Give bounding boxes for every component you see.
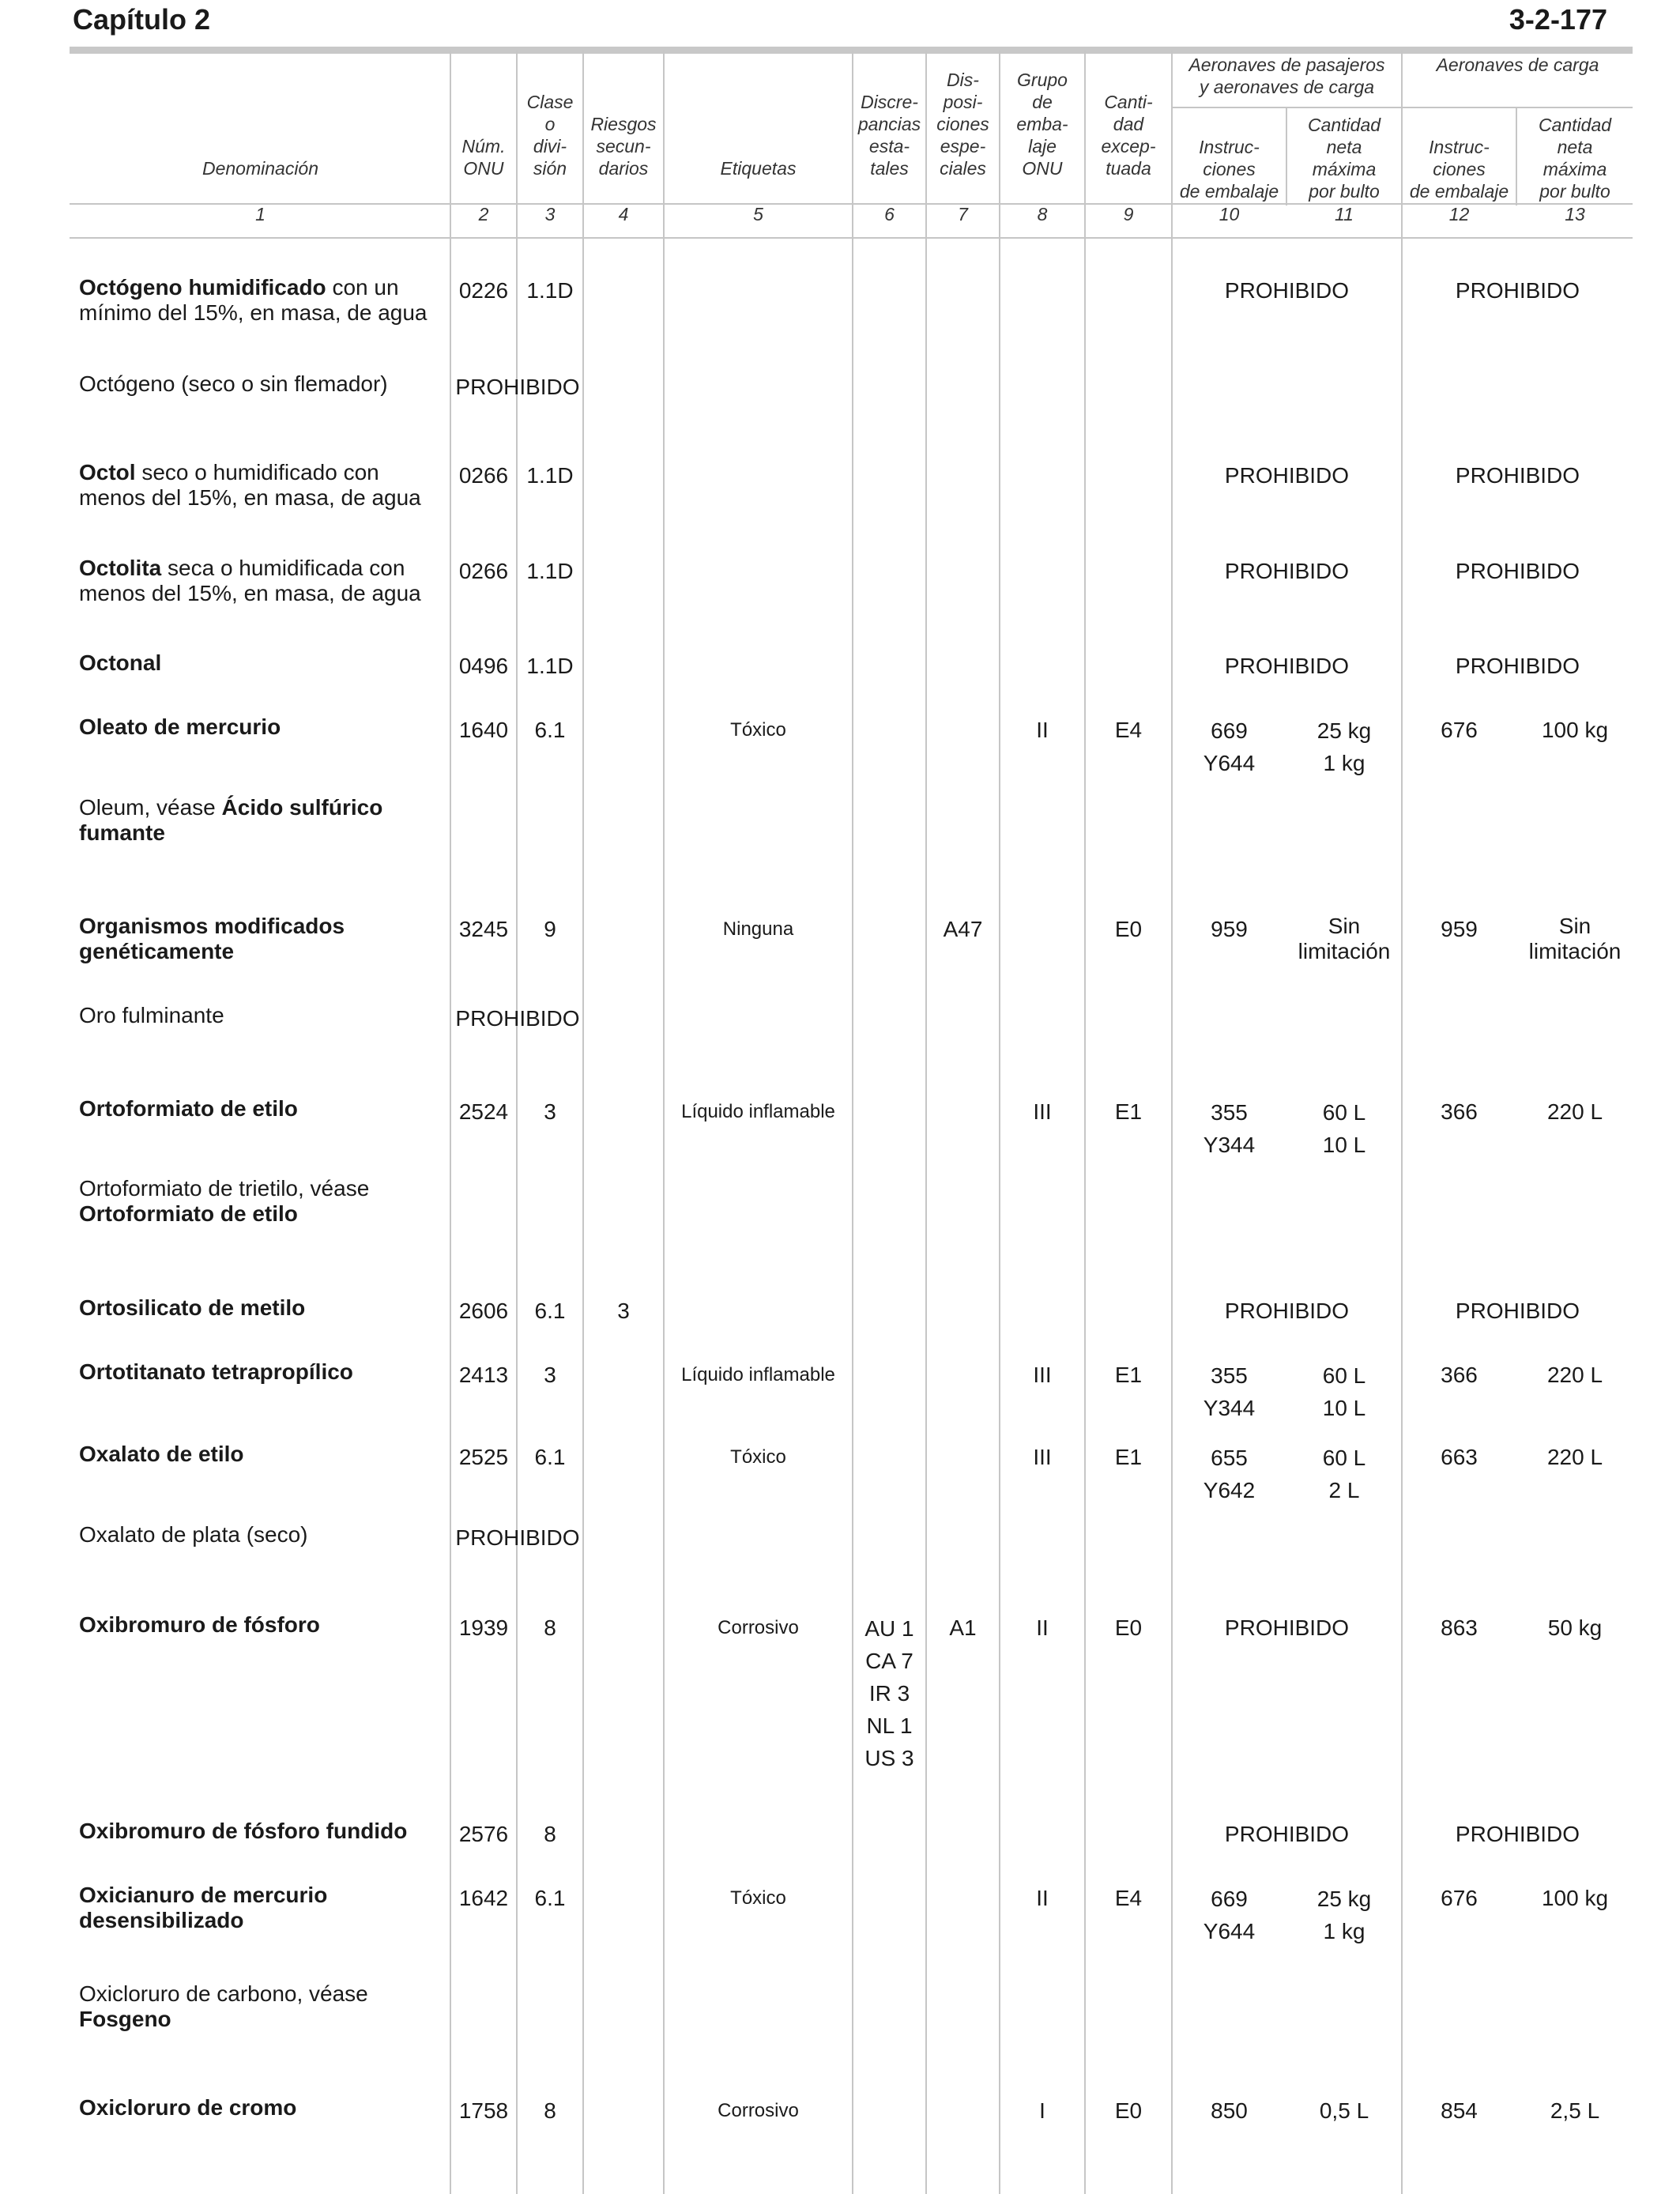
un-number: 1642 (458, 1886, 509, 1910)
hazard-class: 8 (544, 1822, 556, 1846)
cargo-max-quantity: 2,5 L (1550, 2098, 1600, 2123)
cargo-max-quantity: 220 L (1546, 1099, 1603, 1124)
hazard-label: Líquido inflamable (681, 1101, 835, 1122)
row-name (79, 275, 450, 326)
passenger-packing-instruction: 669 Y644 (1203, 718, 1256, 775)
row-name (79, 1442, 450, 1467)
cargo-prohibited: PROHIBIDO (1455, 559, 1580, 583)
col-header-cargo-group: Aeronaves de carga (1436, 55, 1599, 75)
row-name-bold: Ortosilicato de metilo (79, 1295, 306, 1320)
hazard-label: Tóxico (730, 1446, 786, 1468)
passenger-prohibited: PROHIBIDO (1224, 1299, 1350, 1323)
state-variations: AU 1 CA 7 IR 3 NL 1 US 3 (864, 1616, 914, 1770)
column-rule (852, 51, 853, 2194)
hazard-class: 6.1 (534, 1886, 566, 1910)
un-number: 3245 (458, 917, 509, 941)
excepted-quantity: E0 (1114, 2098, 1143, 2123)
row-name-bold: Oxibromuro de fósforo fundido (79, 1819, 408, 1843)
row-name (79, 795, 450, 846)
passenger-prohibited: PROHIBIDO (1224, 654, 1350, 678)
passenger-packing-instruction: 669 Y644 (1203, 1887, 1256, 1943)
excepted-quantity: E1 (1114, 1363, 1143, 1387)
column-number: 1 (255, 204, 266, 224)
cargo-prohibited: PROHIBIDO (1455, 654, 1580, 678)
row-name-bold: Octógeno humidificado (79, 275, 326, 300)
numbers-rule (70, 237, 1633, 239)
column-number: 4 (618, 204, 629, 224)
cargo-max-quantity: 100 kg (1541, 1886, 1609, 1910)
column-number: 12 (1448, 204, 1470, 224)
column-number: 3 (544, 204, 556, 224)
row-name (79, 1819, 450, 1844)
col-header-variations: Discre- pancias esta- tales (857, 92, 921, 179)
passenger-max-quantity: 60 L 10 L (1322, 1363, 1366, 1420)
col-header-eq: Canti- dad excep- tuada (1101, 92, 1156, 179)
cargo-prohibited: PROHIBIDO (1455, 1299, 1580, 1323)
un-number: 1939 (458, 1615, 509, 1640)
passenger-max-quantity: 25 kg 1 kg (1317, 718, 1372, 775)
passenger-prohibited: PROHIBIDO (1224, 278, 1350, 303)
cargo-packing-instruction: 366 (1441, 1363, 1478, 1387)
passenger-packing-instruction: 355 Y344 (1203, 1363, 1256, 1420)
excepted-quantity: E0 (1114, 1615, 1143, 1640)
row-prohibited: PROHIBIDO (455, 1525, 580, 1550)
row-name (79, 1522, 450, 1547)
row-name-rest: con un mínimo del 15%, en masa, de agua (79, 275, 428, 325)
col-header-pax-instr: Instruc- ciones de embalaje (1179, 137, 1279, 202)
row-name (79, 460, 450, 511)
column-number: 7 (958, 204, 968, 224)
hazard-label: Corrosivo (718, 1617, 799, 1638)
row-name-plain: Ortoformiato de trietilo, véase (79, 1176, 370, 1201)
hazard-class: 6.1 (534, 1299, 566, 1323)
col-header-subrisk: Riesgos secun- darios (590, 114, 657, 179)
row-name-plain: Oxalato de plata (seco) (79, 1522, 308, 1547)
excepted-quantity: E0 (1114, 917, 1143, 941)
row-name-bold: Octonal (79, 650, 162, 675)
hazard-class: 3 (544, 1099, 556, 1124)
row-name (79, 914, 450, 964)
hazard-label: Corrosivo (718, 2100, 799, 2121)
hazard-class: 1.1D (526, 278, 574, 303)
cargo-prohibited: PROHIBIDO (1455, 463, 1580, 488)
hazard-class: 8 (544, 2098, 556, 2123)
row-name (79, 1359, 450, 1385)
col-header-pax-qty: Cantidad neta máxima por bulto (1307, 115, 1381, 202)
hazard-class: 8 (544, 1615, 556, 1640)
column-number: 13 (1565, 204, 1585, 224)
special-provisions: A47 (943, 917, 983, 941)
row-name-reference: Ortoformiato de etilo (79, 1201, 298, 1226)
passenger-prohibited: PROHIBIDO (1224, 1615, 1350, 1640)
cargo-packing-instruction: 366 (1441, 1099, 1478, 1124)
group-rule (1171, 107, 1633, 108)
row-name-bold: Oleato de mercurio (79, 714, 281, 739)
row-name-bold: Octolita (79, 556, 162, 580)
row-name-bold: Organismos modificados genéticamente (79, 914, 345, 963)
row-name (79, 1981, 450, 2032)
cargo-max-quantity: 220 L (1546, 1445, 1603, 1469)
chapter-title: Capítulo 2 (73, 3, 211, 36)
passenger-max-quantity: 60 L 10 L (1322, 1100, 1366, 1157)
cargo-packing-instruction: 663 (1441, 1445, 1478, 1469)
col-header-cao-qty: Cantidad neta máxima por bulto (1538, 115, 1612, 202)
row-name-bold: Oxalato de etilo (79, 1442, 244, 1466)
col-header-provisions: Dis- posi- ciones espe- ciales (936, 70, 989, 179)
un-number: 0496 (458, 654, 509, 678)
column-number: 9 (1123, 204, 1134, 224)
column-number: 11 (1335, 204, 1354, 224)
passenger-prohibited: PROHIBIDO (1224, 1822, 1350, 1846)
hazard-label: Tóxico (730, 719, 786, 741)
row-name-reference: Ácido sulfúrico fumante (79, 795, 383, 845)
passenger-max-quantity: 60 L 2 L (1322, 1446, 1366, 1502)
un-number: 2524 (458, 1099, 509, 1124)
row-name-bold: Ortotitanato tetrapropílico (79, 1359, 353, 1384)
row-name (79, 1176, 450, 1227)
page-number: 3-2-177 (1509, 3, 1607, 36)
row-name-rest: seca o humidificada con menos del 15%, en masa, de agua (79, 556, 421, 605)
hazard-class: 1.1D (526, 654, 574, 678)
row-name-reference: Fosgeno (79, 2007, 171, 2031)
cargo-packing-instruction: 854 (1441, 2098, 1478, 2123)
column-number: 6 (884, 204, 895, 224)
passenger-packing-instruction: 850 (1211, 2098, 1248, 2123)
cargo-max-quantity: 220 L (1546, 1363, 1603, 1387)
passenger-max-quantity: 25 kg 1 kg (1317, 1887, 1372, 1943)
col-header-pg: Grupo de emba- laje ONU (1016, 70, 1068, 179)
hazard-class: 6.1 (534, 1445, 566, 1469)
passenger-max-quantity: 0,5 L (1319, 2098, 1369, 2123)
hazard-class: 3 (544, 1363, 556, 1387)
col-header-class: Clase o divi- sión (526, 92, 574, 179)
un-number: 1640 (458, 718, 509, 742)
row-name (79, 714, 450, 740)
column-rule (925, 51, 927, 2194)
row-name (79, 2095, 450, 2120)
un-number: 1758 (458, 2098, 509, 2123)
hazard-class: 9 (544, 917, 556, 941)
subsidiary-risk: 3 (617, 1299, 630, 1323)
col-header-un: Núm. ONU (461, 136, 506, 179)
hazard-label: Tóxico (730, 1887, 786, 1909)
col-header-passenger-group: Aeronaves de pasajeros y aeronaves de carga (1188, 55, 1385, 97)
row-name (79, 1295, 450, 1321)
hazard-label: Líquido inflamable (681, 1364, 835, 1385)
passenger-packing-instruction: 655 Y642 (1203, 1446, 1256, 1502)
passenger-packing-instruction: 355 Y344 (1203, 1100, 1256, 1157)
excepted-quantity: E4 (1114, 718, 1143, 742)
row-name-bold: Oxicianuro de mercurio desensibilizado (79, 1883, 328, 1932)
un-number: 2606 (458, 1299, 509, 1323)
un-number: 2525 (458, 1445, 509, 1469)
row-name-plain: Oro fulminante (79, 1003, 224, 1027)
col-header-labels: Etiquetas (720, 158, 797, 179)
row-name (79, 1883, 450, 1933)
hazard-class: 6.1 (534, 718, 566, 742)
un-number: 0226 (458, 278, 509, 303)
packing-group: I (1039, 2098, 1045, 2123)
cargo-max-quantity: 50 kg (1547, 1615, 1603, 1640)
cargo-max-quantity: Sin limitación (1528, 914, 1622, 963)
cargo-prohibited: PROHIBIDO (1455, 278, 1580, 303)
column-number: 10 (1219, 204, 1240, 224)
hazard-label: Ninguna (722, 918, 794, 940)
row-name-plain: Oxicloruro de carbono, véase (79, 1981, 368, 2006)
passenger-prohibited: PROHIBIDO (1224, 559, 1350, 583)
column-number: 8 (1037, 204, 1048, 224)
packing-group: II (1036, 1886, 1049, 1910)
hazard-class: 1.1D (526, 463, 574, 488)
cargo-packing-instruction: 959 (1441, 917, 1478, 941)
col-header-cao-instr: Instruc- ciones de embalaje (1409, 137, 1509, 202)
packing-group: III (1033, 1445, 1052, 1469)
cargo-prohibited: PROHIBIDO (1455, 1822, 1580, 1846)
row-name-bold: Oxibromuro de fósforo (79, 1612, 320, 1637)
un-number: 2413 (458, 1363, 509, 1387)
column-number: 5 (753, 204, 763, 224)
cargo-max-quantity: 100 kg (1541, 718, 1609, 742)
packing-group: III (1033, 1099, 1052, 1124)
row-name-plain: Oleum, véase (79, 795, 222, 820)
passenger-prohibited: PROHIBIDO (1224, 463, 1350, 488)
passenger-max-quantity: Sin limitación (1298, 914, 1391, 963)
cargo-packing-instruction: 676 (1441, 1886, 1478, 1910)
column-rule (582, 51, 584, 2194)
packing-group: II (1036, 718, 1049, 742)
packing-group: II (1036, 1615, 1049, 1640)
row-name-rest: seco o humidificado con menos del 15%, en masa, de agua (79, 460, 421, 510)
row-name (79, 556, 450, 606)
row-name (79, 1003, 450, 1028)
excepted-quantity: E1 (1114, 1445, 1143, 1469)
row-name-bold: Ortoformiato de etilo (79, 1096, 298, 1121)
row-name (79, 371, 450, 397)
cargo-packing-instruction: 863 (1441, 1615, 1478, 1640)
row-name (79, 1612, 450, 1638)
un-number: 2576 (458, 1822, 509, 1846)
row-name (79, 650, 450, 676)
cargo-packing-instruction: 676 (1441, 718, 1478, 742)
passenger-packing-instruction: 959 (1211, 917, 1248, 941)
packing-group: III (1033, 1363, 1052, 1387)
special-provisions: A1 (949, 1615, 977, 1640)
excepted-quantity: E1 (1114, 1099, 1143, 1124)
row-prohibited: PROHIBIDO (455, 1006, 580, 1031)
row-prohibited: PROHIBIDO (455, 375, 580, 399)
hazard-class: 1.1D (526, 559, 574, 583)
row-name-plain: Octógeno (seco o sin flemador) (79, 371, 388, 396)
row-name-bold: Octol (79, 460, 136, 484)
row-name (79, 1096, 450, 1122)
un-number: 0266 (458, 463, 509, 488)
row-name-bold: Oxicloruro de cromo (79, 2095, 297, 2120)
un-number: 0266 (458, 559, 509, 583)
col-header-name: Denominación (202, 158, 319, 179)
excepted-quantity: E4 (1114, 1886, 1143, 1910)
column-number: 2 (478, 204, 489, 224)
